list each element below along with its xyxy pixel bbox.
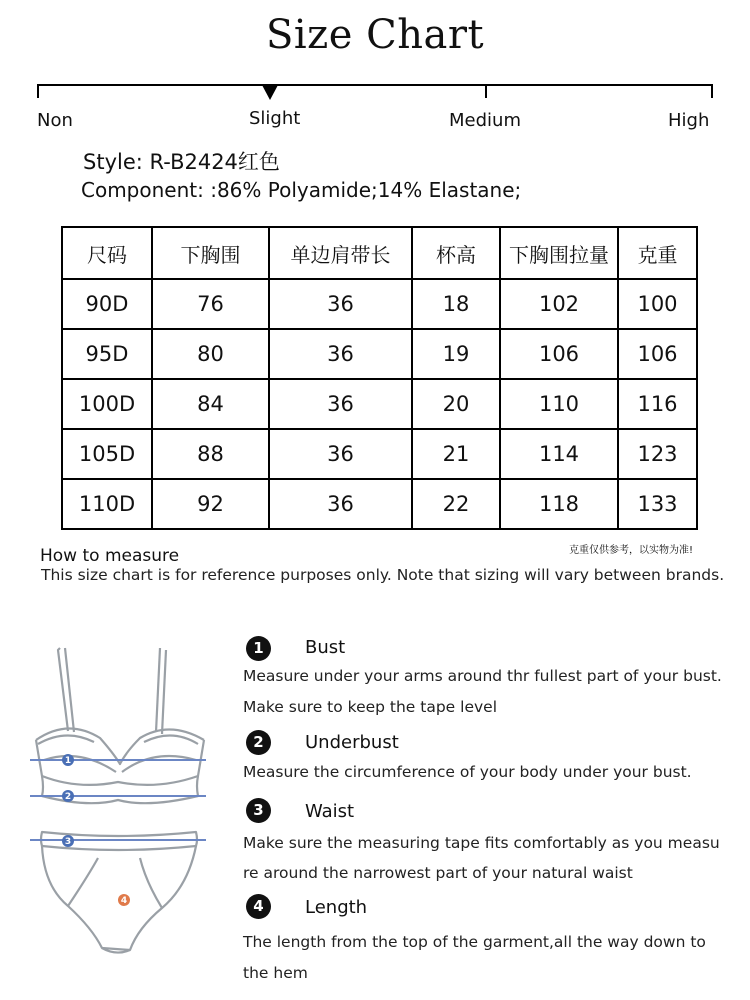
figure-marker-length-icon [118,894,130,906]
table-cell: 22 [412,479,500,529]
svg-text:1: 1 [64,756,72,766]
table-cell: 110D [62,479,152,529]
table-cell: 118 [500,479,618,529]
scale-label-high: High [668,110,710,131]
table-header-cell: 下胸围拉量 [500,227,618,279]
table-header-cell: 尺码 [62,227,152,279]
table-cell: 100 [618,279,697,329]
step-number-2-icon: 2 [246,730,271,755]
table-cell: 116 [618,379,697,429]
table-cell: 88 [152,429,269,479]
table-cell: 21 [412,429,500,479]
scale-label-slight: Slight [249,108,301,129]
table-cell: 105D [62,429,152,479]
table-row [62,279,697,329]
figure-marker-underbust-icon [62,790,74,802]
weight-note: 克重仅供参考，以实物为准! [568,545,693,556]
table-cell: 100D [62,379,152,429]
table-cell: 36 [269,429,412,479]
figure-marker-waist-icon [62,835,74,847]
scale-selected-marker-icon [262,85,278,100]
step-title: Length [305,897,368,918]
table-cell: 110 [500,379,618,429]
table-cell: 106 [500,329,618,379]
scale-tick-non [37,84,39,98]
scale-tick-high [711,84,713,98]
table-cell: 133 [618,479,697,529]
step-number-4-icon: 4 [246,894,271,919]
step-number-3-icon: 3 [246,798,271,823]
table-cell: 95D [62,329,152,379]
svg-text:4: 4 [120,896,128,906]
garment-illustration [28,636,218,971]
svg-text:3: 3 [64,837,72,847]
table-cell: 36 [269,279,412,329]
page-title: Size Chart [265,12,485,58]
table-row [62,479,697,529]
table-cell: 36 [269,379,412,429]
table-row [62,429,697,479]
table-cell: 84 [152,379,269,429]
scale-label-medium: Medium [449,110,521,131]
table-cell: 76 [152,279,269,329]
table-cell: 36 [269,479,412,529]
table-row [62,329,697,379]
table-header-cell: 下胸围 [152,227,269,279]
table-cell: 90D [62,279,152,329]
component-line: Component: :86% Polyamide;14% Elastane; [81,178,522,202]
scale-label-non: Non [37,110,73,131]
step-text: re around the narrowest part of your natural waist [243,864,633,882]
step-text: the hem [243,964,308,982]
table-cell: 106 [618,329,697,379]
table-header-cell: 克重 [618,227,697,279]
step-text: Make sure to keep the tape level [243,698,498,716]
how-to-measure-text: This size chart is for reference purposes only. Note that sizing will vary between brands. [41,566,725,584]
step-title: Bust [305,637,346,658]
table-cell: 102 [500,279,618,329]
style-line: Style: R-B2424红色 [83,150,280,174]
step-title: Waist [305,801,355,822]
step-text: The length from the top of the garment,all the way down to [243,933,706,951]
figure-marker-bust-icon [62,754,74,766]
table-cell: 80 [152,329,269,379]
table-cell: 36 [269,329,412,379]
table-cell: 20 [412,379,500,429]
svg-text:2: 2 [64,792,72,802]
table-cell: 18 [412,279,500,329]
table-cell: 123 [618,429,697,479]
size-table [61,226,698,530]
step-number-1-icon: 1 [246,636,271,661]
how-to-measure-title: How to measure [40,546,180,566]
table-row [62,379,697,429]
table-cell: 19 [412,329,500,379]
scale-tick-medium [485,84,487,98]
step-text: Measure under your arms around thr fullest part of your bust. [243,667,722,685]
table-header-cell: 杯高 [412,227,500,279]
table-header-row [62,227,697,279]
table-header-cell: 单边肩带长 [269,227,412,279]
table-cell: 92 [152,479,269,529]
table-cell: 114 [500,429,618,479]
scale-line [37,84,713,86]
step-text: Measure the circumference of your body under your bust. [243,763,692,781]
step-title: Underbust [305,732,399,753]
step-text: Make sure the measuring tape fits comfortably as you measu [243,834,720,852]
